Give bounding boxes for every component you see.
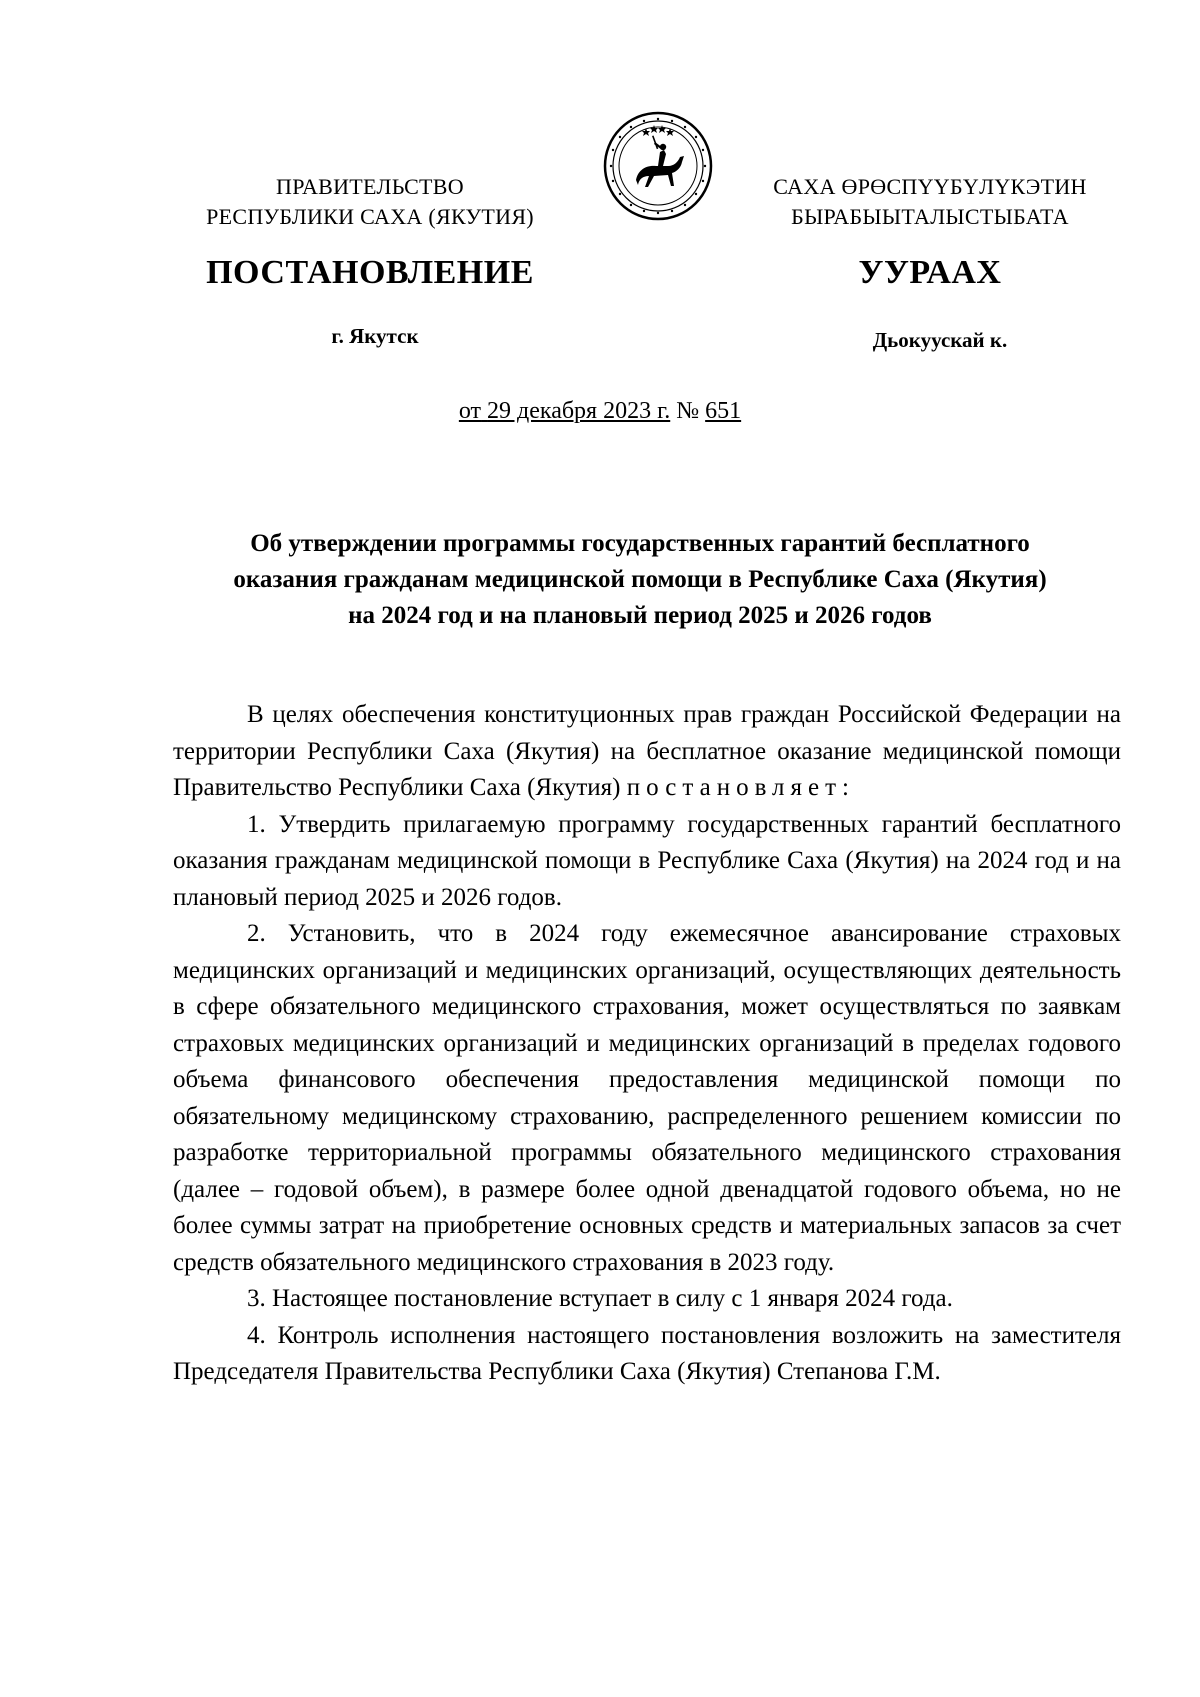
document-subject: [170, 526, 1110, 634]
document-date: 29 декабря 2023 г.: [487, 398, 671, 424]
issuer-sakha-line-2: БЫРАБЫЫТАЛЫСТЫБАТА: [791, 204, 1069, 229]
issuer-name-sakha: [740, 172, 1120, 232]
date-prefix: от: [458, 398, 482, 424]
preamble-text: В целях обеспечения конституционных прав граждан Российской Федерации на территории Республики Саха (Якутия) на бесплатное оказание медицинской помощи Правительство Республики Саха (Якутия): [173, 701, 1121, 801]
subject-line-2: оказания гражданам медицинской помощи в Республике Саха (Якутия): [233, 566, 1047, 593]
document-body: [173, 697, 1121, 1391]
item-2-paragraph: 2. Установить, что в 2024 году ежемесячное авансирование страховых медицинских организаций и медицинских организаций, осуществляющих деятельность в сфере обязательного медицинского страхования, может осуществляться по заявкам страховых медицинских организаций и медицинских организаций в пределах годового объема финансового обеспечения предоставления медицинской помощи по обязательному медицинскому страхованию, распределенного решением комиссии по разработке территориальной программы обязательного медицинского страхования (далее – годовой объем), в размере более одной двенадцатой годового объема, но не более суммы затрат на приобретение основных средств и материальных запасов за счет средств обязательного медицинского страхования в 2023 году.: [173, 920, 1121, 1276]
document-date-number: [0, 398, 1200, 425]
item-4-paragraph: 4. Контроль исполнения настоящего постановления возложить на заместителя Председателя Правительства Республики Саха (Якутия) Степанова Г.М.: [173, 1321, 1121, 1385]
item-3-paragraph: 3. Настоящее постановление вступает в силу с 1 января 2024 года.: [247, 1285, 953, 1312]
subject-line-1: Об утверждении программы государственных гарантий бесплатного: [250, 530, 1030, 557]
preamble-paragraph: [173, 697, 1121, 807]
subject-line-3: на 2024 год и на плановый период 2025 и 2026 годов: [348, 602, 932, 629]
city-russian: г. Якутск: [331, 324, 419, 348]
issuer-name-russian: [190, 172, 550, 232]
number-sign: №: [676, 398, 700, 424]
document-type-sakha: УУРААХ: [858, 254, 1002, 291]
issuer-line-2: РЕСПУБЛИКИ САХА (ЯКУТИЯ): [206, 204, 534, 229]
issuer-line-1: ПРАВИТЕЛЬСТВО: [276, 174, 464, 199]
document-type-russian: ПОСТАНОВЛЕНИЕ: [206, 254, 534, 291]
document-number: 651: [705, 398, 742, 424]
city-sakha: Дьокуускай к.: [872, 328, 1008, 352]
coat-of-arms-icon: [602, 110, 714, 222]
item-1-paragraph: 1. Утвердить прилагаемую программу государственных гарантий бесплатного оказания гражданам медицинской помощи в Республике Саха (Якутия) на 2024 год и на плановый период 2025 и 2026 годов.: [173, 810, 1121, 911]
issuer-sakha-line-1: САХА ӨРӨСПҮҮБҮЛҮКЭТИН: [773, 174, 1087, 199]
resolves-verb: постановляет:: [626, 774, 855, 801]
